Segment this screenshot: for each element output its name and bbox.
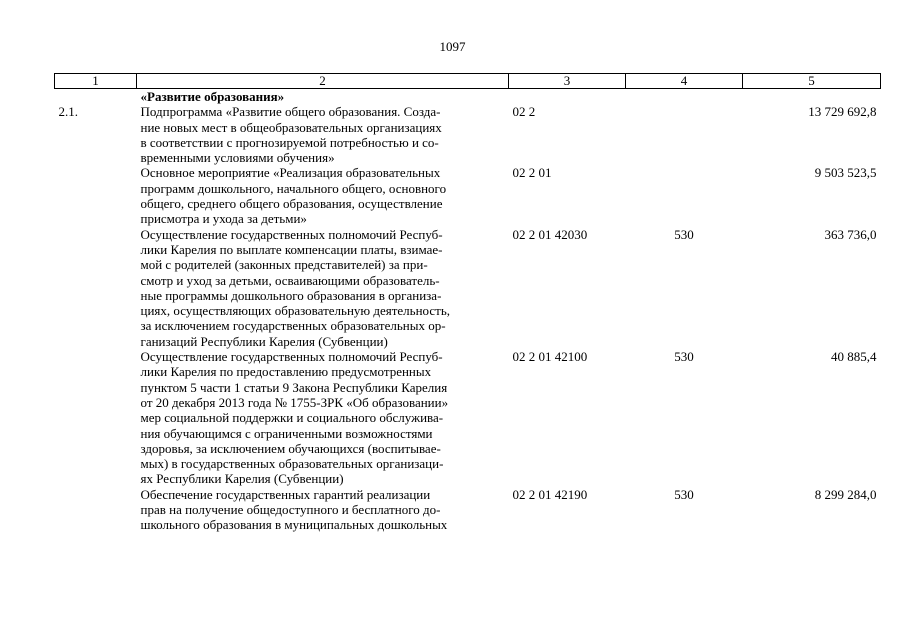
row-number: 2.1. — [58, 104, 78, 120]
column-header-1: 1 — [55, 74, 137, 89]
row-code: 02 2 01 42030 — [512, 226, 588, 242]
row-description — [137, 89, 509, 166]
description-line: Подпрограмма «Развитие общего образования. Созда- — [140, 104, 441, 120]
row-expense-type — [626, 89, 743, 166]
description-line: за исключением государственных образовательных ор- — [140, 318, 446, 334]
description-line: здоровья, за исключением обучающихся (воспитывае- — [140, 440, 441, 456]
description-line: пунктом 5 части 1 статьи 9 Закона Республики Карелия — [140, 379, 448, 395]
description-line: Осуществление государственных полномочий Респуб- — [140, 226, 443, 242]
table-header — [55, 74, 881, 89]
description-line: присмотра и ухода за детьми» — [140, 211, 307, 227]
description-line: Обеспечение государственных гарантий реализации — [140, 486, 431, 502]
row-amount: 363 736,0 — [824, 226, 877, 242]
row-description — [137, 487, 509, 533]
description-line: мой с родителей (законных представителей) за при- — [140, 257, 428, 273]
row-amount: 40 885,4 — [831, 349, 877, 365]
row-description — [137, 227, 509, 349]
description-line: «Развитие образования» — [140, 89, 285, 104]
description-line: ные программы дошкольного образования в организа- — [140, 287, 442, 303]
row-description — [137, 349, 509, 487]
description-line: общего, среднего общего образования, осуществление — [140, 196, 443, 212]
row-expense-type — [626, 165, 743, 226]
row-number — [55, 349, 137, 487]
table-body — [55, 89, 881, 533]
description-line: временными условиями обучения» — [140, 150, 335, 166]
description-line: ние новых мест в общеобразовательных организациях — [140, 119, 442, 135]
description-line: школьного образования в муниципальных дошкольных — [140, 517, 448, 533]
table-row — [55, 349, 881, 487]
table-row — [55, 487, 881, 533]
description-line: в соответствии с прогнозируемой потребностью и со- — [140, 134, 439, 150]
description-line: ганизаций Республики Карелия (Субвенции) — [140, 333, 388, 349]
budget-table — [54, 73, 881, 533]
table-row — [55, 89, 881, 166]
table-row — [55, 227, 881, 349]
description-line: программ дошкольного, начального общего, основного — [140, 180, 447, 196]
description-line: лики Карелия по выплате компенсации платы, взимае- — [140, 241, 443, 257]
description-line: лики Карелия по предоставлению предусмотренных — [140, 364, 432, 380]
description-line: Основное мероприятие «Реализация образовательных — [140, 165, 441, 181]
column-header-5: 5 — [743, 74, 881, 89]
row-expense-type: 530 — [674, 486, 694, 502]
description-line: ния обучающимся с ограниченными возможностями — [140, 425, 433, 441]
row-expense-type: 530 — [674, 226, 694, 242]
row-expense-type: 530 — [674, 349, 694, 365]
row-number — [55, 487, 137, 533]
description-line: мер социальной поддержки и социального обслужива- — [140, 410, 444, 426]
row-amount: 9 503 523,5 — [814, 165, 877, 181]
row-amount: 13 729 692,8 — [808, 104, 877, 120]
description-line: циях, осуществляющих образовательную деятельность, — [140, 303, 451, 319]
row-number — [55, 227, 137, 349]
description-line: ях Республики Карелия (Субвенции) — [140, 471, 344, 487]
row-code: 02 2 01 — [512, 165, 552, 181]
row-number — [55, 165, 137, 226]
row-code: 02 2 01 42190 — [512, 486, 588, 502]
description-line: смотр и уход за детьми, осваивающими образователь- — [140, 272, 440, 288]
column-header-2: 2 — [137, 74, 509, 89]
description-line: от 20 декабря 2013 года № 1755-ЗРК «Об образовании» — [140, 394, 449, 410]
row-code: 02 2 01 42100 — [512, 349, 588, 365]
row-code: 02 2 — [512, 104, 536, 120]
column-header-4: 4 — [626, 74, 743, 89]
description-line: прав на получение общедоступного и бесплатного до- — [140, 502, 441, 518]
description-line: мых) в государственных образовательных организаци- — [140, 456, 444, 472]
page-number: 1097 — [439, 39, 466, 54]
description-line: Осуществление государственных полномочий Респуб- — [140, 349, 443, 365]
row-description — [137, 165, 509, 226]
column-header-3: 3 — [509, 74, 626, 89]
table-row — [55, 165, 881, 226]
row-amount: 8 299 284,0 — [814, 486, 877, 502]
